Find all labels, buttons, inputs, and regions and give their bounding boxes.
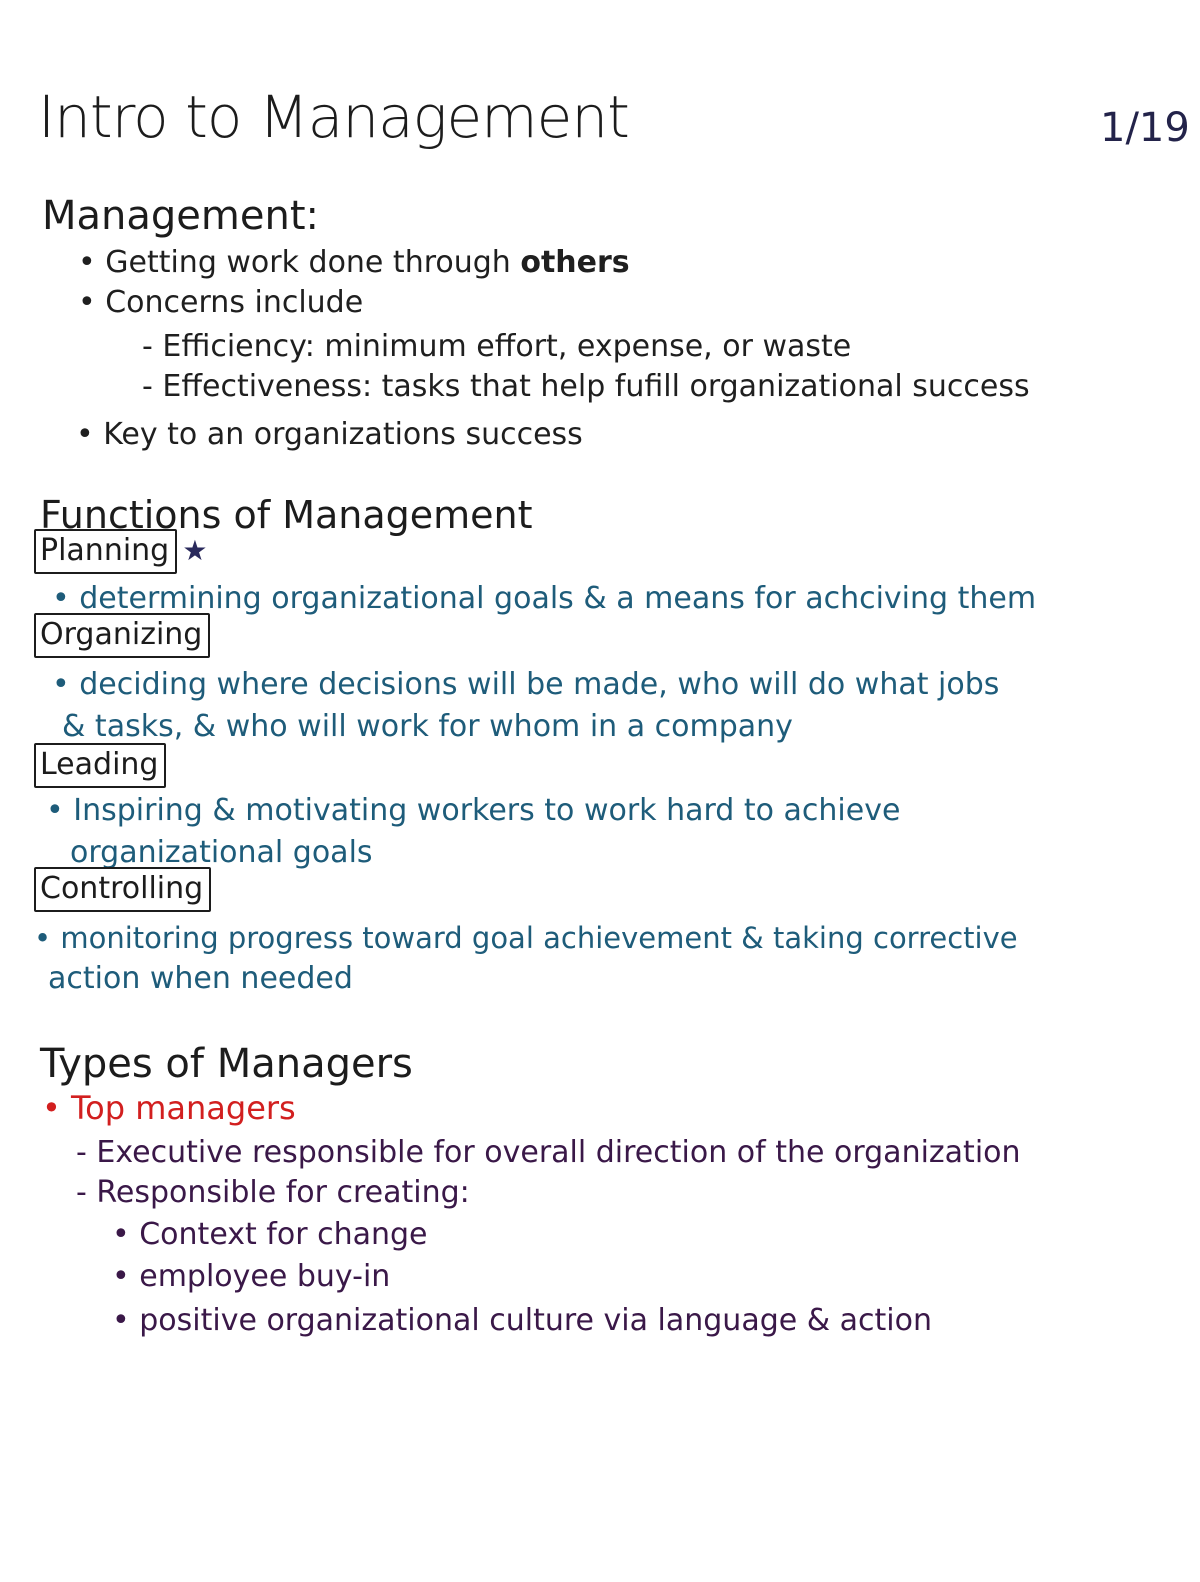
leading-desc-1: Inspiring & motivating workers to work hard to achieve <box>73 793 901 828</box>
bullet-dot: • <box>34 921 61 955</box>
management-sub-1 <box>142 329 852 364</box>
management-sub-2 <box>142 369 1030 404</box>
function-label-organizing: Organizing <box>34 613 210 658</box>
bullet-dot: • <box>112 1303 140 1338</box>
top-managers <box>42 1089 296 1127</box>
function-label-leading: Leading <box>34 743 166 788</box>
dash: - <box>142 369 163 404</box>
top-managers-label: Top managers <box>71 1089 296 1127</box>
function-organizing <box>34 617 210 652</box>
functions-heading: Functions of Management <box>40 493 533 537</box>
organizing-line-2: & tasks, & who will work for whom in a company <box>62 709 793 744</box>
bullet-dot: • <box>78 285 106 320</box>
function-leading <box>34 747 166 782</box>
bullet-dot: • <box>76 417 104 452</box>
management-bullet-1 <box>78 245 630 280</box>
function-label-controlling: Controlling <box>34 867 211 912</box>
controlling-desc-1: monitoring progress toward goal achievement & taking corrective <box>60 921 1018 955</box>
bullet-dot: • <box>78 245 106 280</box>
dash: - <box>76 1135 97 1170</box>
types-sub-2 <box>76 1175 470 1210</box>
planning-line-1 <box>52 581 1037 616</box>
dash: - <box>142 329 163 364</box>
star-icon: ★ <box>182 534 208 567</box>
function-label-planning: Planning <box>34 529 177 574</box>
types-sub-1 <box>76 1135 1021 1170</box>
management-bullet-2 <box>78 285 364 320</box>
organizing-line-1 <box>52 667 1000 702</box>
types-sub-1-text: Executive responsible for overall direction of the organization <box>96 1135 1021 1170</box>
function-planning <box>34 533 208 568</box>
types-point-2-text: employee buy-in <box>139 1259 391 1294</box>
types-point-2 <box>112 1259 391 1294</box>
bullet-dot: • <box>112 1259 140 1294</box>
page-title: Intro to Management <box>38 83 629 151</box>
types-sub-2-text: Responsible for creating: <box>96 1175 470 1210</box>
bullet-dot: • <box>112 1217 140 1252</box>
controlling-line-2: action when needed <box>48 961 353 996</box>
bullet-3-text: Key to an organizations success <box>103 417 583 452</box>
bullet-1-bold: others <box>520 245 630 280</box>
bullet-dot: • <box>52 667 80 702</box>
bullet-1-text: Getting work done through <box>105 245 521 280</box>
controlling-line-1 <box>34 921 1018 955</box>
types-point-1 <box>112 1217 428 1252</box>
types-point-3 <box>112 1303 933 1338</box>
types-point-3-text: positive organizational culture via language & action <box>139 1303 933 1338</box>
dash: - <box>76 1175 97 1210</box>
planning-desc: determining organizational goals & a means for achciving them <box>79 581 1037 616</box>
types-point-1-text: Context for change <box>139 1217 428 1252</box>
types-heading: Types of Managers <box>40 1041 413 1087</box>
management-heading: Management: <box>42 193 319 239</box>
organizing-desc-1: deciding where decisions will be made, who will do what jobs <box>79 667 1000 702</box>
sub-2-text: Effectiveness: tasks that help fufill organizational success <box>162 369 1030 404</box>
page-date: 1/19 <box>1100 105 1190 151</box>
leading-line-1 <box>46 793 901 828</box>
sub-1-text: Efficiency: minimum effort, expense, or waste <box>162 329 852 364</box>
leading-line-2: organizational goals <box>70 835 373 870</box>
bullet-dot: • <box>52 581 80 616</box>
management-bullet-3 <box>76 417 583 452</box>
bullet-2-text: Concerns include <box>105 285 364 320</box>
bullet-dot: • <box>42 1089 72 1127</box>
bullet-dot: • <box>46 793 74 828</box>
function-controlling <box>34 871 211 906</box>
